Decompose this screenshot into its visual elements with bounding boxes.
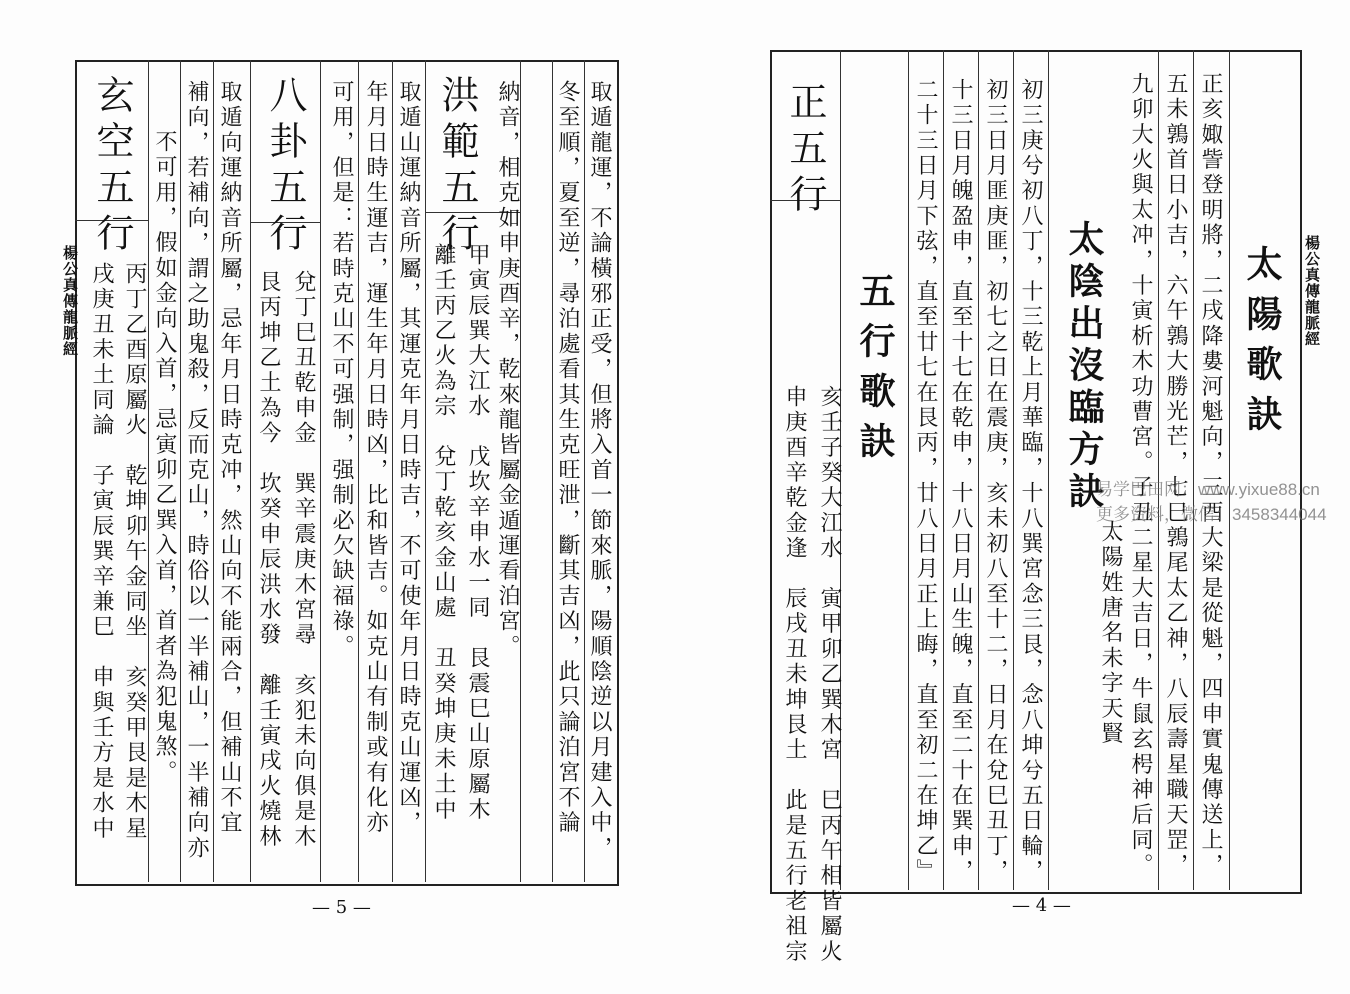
text-column: 納音，相克如申庚酉辛，乾來龍皆屬金遁運看泊宮。 (495, 80, 520, 660)
divider (1158, 50, 1159, 890)
divider (1193, 50, 1194, 890)
heading-bagua: 八卦五行 (263, 75, 307, 259)
text-column: 可用，但是：若時克山不可强制，强制必欠缺福祿。 (329, 80, 354, 660)
text-column: 補向，若補向，謂之助鬼殺，反而克山，時俗以一半補山，一半補向亦 (184, 80, 209, 862)
divider (250, 60, 251, 882)
text-column: 取遁山運納音所屬，其運克年月日時吉，不可使年月日時克山運凶， (396, 80, 421, 836)
divider (943, 50, 944, 890)
text-column: 取遁向運納音所屬，忌年月日時克冲，然山向不能兩合，但補山不宜 (217, 80, 242, 836)
poem-column: 艮丙坤乙土為今 坎癸申辰洪水發 離壬寅戌火燒林 (256, 270, 281, 850)
poem-column: 戌庚丑未土同論 子寅辰巽辛兼巳 申與壬方是水中 (89, 262, 114, 842)
running-title: 楊公真傳龍脈經 (61, 245, 79, 357)
text-column: 年月日時生運吉，運生年月日時凶，比和皆吉。如克山有制或有化亦 (363, 80, 388, 836)
poem-column: 兌丁巳丑乾申金 巽辛震庚木宮尋 亥犯未向俱是木 (291, 270, 316, 850)
divider (584, 60, 585, 882)
text-column: 五未鶉首日小吉，六午鶉大勝光芒，七巳鶉尾太乙神，八辰壽星職天罡， (1163, 72, 1188, 879)
poem-column: 甲寅辰巽大江水 戊坎辛申水一同 艮震巳山原屬木 (465, 243, 490, 823)
text-column: 二十三日月下弦，直至廿七在艮丙，廿八日月正上晦，直至初二在坤乙』 (913, 78, 938, 885)
heading-wuxing: 五行歌訣 (854, 272, 896, 472)
running-title: 楊公真傳龍脈經 (1303, 235, 1321, 347)
heading-hongfan: 洪範五行 (435, 75, 479, 259)
watermark-line: 更多资料，微信：3458344044 (1096, 505, 1327, 524)
text-column: 冬至順，夏至逆，尋泊處看其生克旺泄，斷其吉凶，此只論泊宮不論 (555, 80, 580, 836)
heading-xuankong: 玄空五行 (90, 75, 134, 259)
divider (358, 60, 359, 882)
heading-taiyin: 太陰出沒臨方訣 (1063, 220, 1105, 514)
divider (1013, 50, 1014, 890)
poem-column: 申庚酉辛乾金逢 辰戌丑未坤艮土 此是五行老祖宗 (782, 385, 807, 965)
poem-column: 離壬丙乙火為宗 兌丁乾亥金山處 丑癸坤庚未土中 (431, 243, 456, 823)
text-column: 正亥娵訾登明將，二戌降婁河魁向，三酉大梁是從魁，四申實鬼傳送上， (1198, 72, 1223, 879)
divider (180, 60, 181, 882)
watermark-line: 易学巴田网：www.yixue88.cn (1096, 480, 1320, 499)
heading-zheng-wuxing: 正五行 (783, 82, 827, 220)
note-column: 太陽姓唐名未字天賢 (1098, 520, 1123, 747)
divider (148, 60, 149, 882)
divider (392, 60, 393, 882)
poem-column: 亥壬子癸大江水 寅甲卯乙巽木宮 巳丙午相皆屬火 (817, 385, 842, 965)
divider (320, 60, 321, 882)
divider (1229, 50, 1230, 890)
divider (552, 60, 553, 882)
text-column: 初三庚兮初八丁，十三乾上月華臨，十八巽宮念三艮，念八坤兮五日輪， (1018, 78, 1043, 885)
divider (425, 60, 426, 882)
divider (520, 60, 521, 882)
divider (978, 50, 979, 890)
divider (908, 50, 909, 890)
text-column: 十三日月魄盈申，直至十七在乾申，十八日月山生魄，直至二十在巽申， (948, 78, 973, 885)
text-column: 九卯大火與太冲，十寅析木功曹宮。子丑二星大吉日，牛鼠玄枵神后同。 (1128, 72, 1153, 879)
page-number: — 5 — (312, 897, 371, 918)
text-column: 初三日月匪庚匪，初七之日在震庚，亥未初八至十二，日月在兌巳丑丁， (983, 78, 1008, 885)
text-column: 不可用，假如金向入首，忌寅卯乙巽入首，首者為犯鬼煞。 (152, 130, 177, 786)
heading-taiyang: 太陽歌訣 (1241, 245, 1283, 445)
text-column: 取遁龍運，不論橫邪正受，但將入首一節來脈，陽順陰逆以月建入中， (587, 80, 612, 862)
page-number: — 4 — (1012, 895, 1071, 916)
divider (213, 60, 214, 882)
divider (1048, 50, 1049, 890)
poem-column: 丙丁乙酉原屬火 乾坤卯午金同坐 亥癸甲艮是木星 (122, 262, 147, 842)
